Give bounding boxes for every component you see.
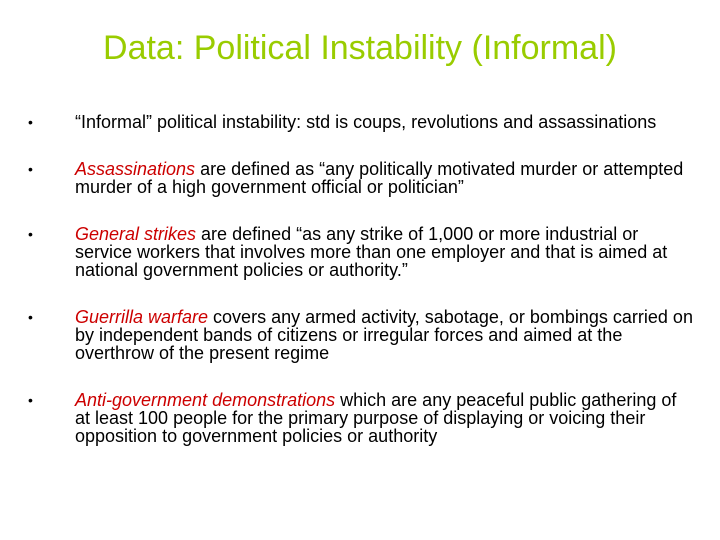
bullet-item-general-strikes	[0, 225, 720, 279]
bullet-marker: •	[28, 309, 33, 325]
bullet-description: are defined “as any strike of 1,000 or more industrial or service workers that involves more than one employer and that is aimed at national government policies or authority.”	[75, 224, 668, 280]
bullet-marker: •	[28, 226, 33, 242]
bullet-item-assassinations	[0, 160, 720, 196]
bullet-text	[75, 391, 695, 445]
bullet-term: Guerrilla warfare	[75, 307, 209, 327]
bullet-item-anti-government-demonstrations	[0, 391, 720, 445]
bullet-marker: •	[28, 392, 33, 408]
bullet-term: Anti-government demonstrations	[75, 390, 336, 410]
bullet-description: covers any armed activity, sabotage, or bombings carried on by independent bands of citizens or irregular forces and aimed at the overthrow of the present regime	[75, 307, 693, 363]
bullet-term: Assassinations	[75, 159, 196, 179]
bullet-description: “Informal” political instability: std is coups, revolutions and assassinations	[75, 112, 657, 132]
bullet-term: General strikes	[75, 224, 197, 244]
bullet-marker: •	[28, 114, 33, 130]
bullet-text	[75, 225, 695, 279]
bullet-item-guerrilla-warfare	[0, 308, 720, 362]
slide-title: Data: Political Instability (Informal)	[103, 29, 617, 67]
bullet-text	[75, 160, 695, 196]
bullet-description: are defined as “any politically motivated murder or attempted murder of a high government official or politician”	[75, 159, 684, 197]
bullet-list	[0, 113, 720, 474]
bullet-text	[75, 113, 695, 131]
bullet-text	[75, 308, 695, 362]
bullet-item-informal-instability	[0, 113, 720, 131]
bullet-marker: •	[28, 161, 33, 177]
bullet-description: which are any peaceful public gathering of at least 100 people for the primary purpose of displaying or voicing their opposition to government policies or authority	[75, 390, 677, 446]
